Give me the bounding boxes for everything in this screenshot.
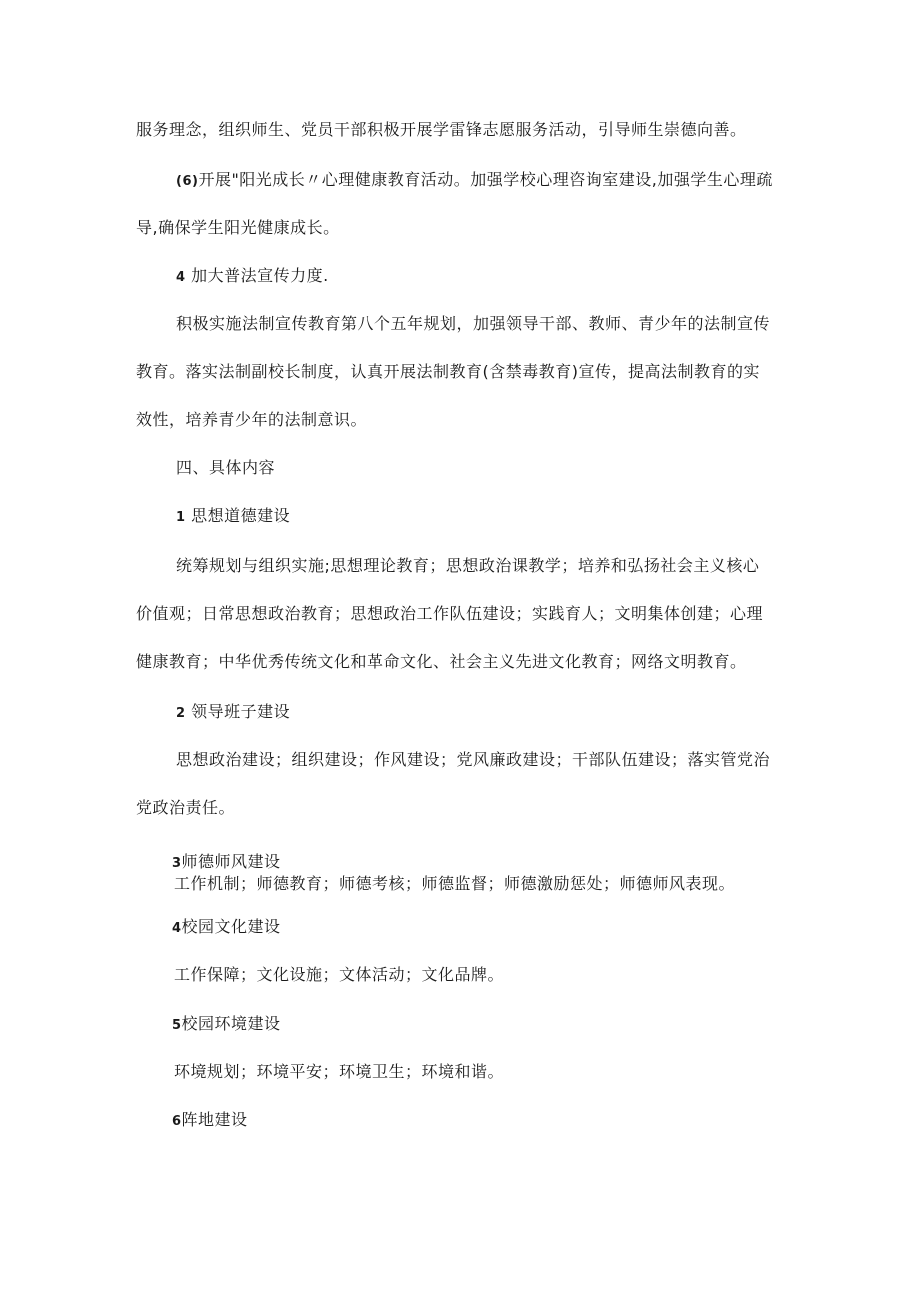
text-line [136, 120, 747, 140]
item-number: 3 [172, 856, 182, 871]
line-text: 积极实施法制宣传教育第八个五年规划，加强领导干部、教师、青少年的法制宣传 [176, 314, 771, 333]
text-line [174, 1062, 504, 1082]
text-line [136, 218, 340, 238]
line-text: 领导班子建设 [191, 702, 291, 721]
item-number: (6) [176, 174, 199, 189]
line-text: 导,确保学生阳光健康成长。 [136, 218, 340, 237]
line-text: 思想政治建设；组织建设；作风建设；党风廉政建设；干部队伍建设；落实管党治 [176, 750, 771, 769]
subsection-heading [176, 506, 290, 528]
line-text: 四、具体内容 [176, 458, 276, 477]
item-number: 4 [172, 921, 182, 936]
text-line [136, 652, 747, 672]
line-text: 师德师风建设 [181, 852, 281, 871]
line-text: 工作保障；文化设施；文体活动；文化品牌。 [174, 965, 505, 984]
item-number: 4 [176, 270, 186, 285]
line-text: 校园环境建设 [181, 1014, 281, 1033]
item-number: 6 [172, 1114, 182, 1129]
line-text: 党政治责任。 [136, 798, 236, 817]
line-text: 工作机制；师德教育；师德考核；师德监督；师德激励惩处；师德师风表现。 [174, 874, 736, 893]
text-line [176, 750, 770, 770]
text-line [176, 170, 773, 192]
text-line [136, 362, 760, 382]
section-heading [176, 458, 275, 478]
line-text: 健康教育；中华优秀传统文化和革命文化、社会主义先进文化教育；网络文明教育。 [136, 652, 747, 671]
line-text: 环境规划；环境平安；环境卫生；环境和谐。 [174, 1062, 505, 1081]
line-text: 校园文化建设 [181, 917, 281, 936]
text-line [136, 798, 235, 818]
line-text: 阵地建设 [181, 1110, 248, 1129]
text-line [176, 556, 759, 576]
section-heading [176, 266, 329, 288]
subsection-heading [172, 1110, 248, 1132]
item-number: 5 [172, 1018, 182, 1033]
line-text: 教育。落实法制副校长制度，认真开展法制教育(含禁毒教育)宣传，提高法制教育的实 [136, 362, 760, 381]
subsection-heading [172, 917, 281, 939]
line-text: 价值观；日常思想政治教育；思想政治工作队伍建设；实践育人；文明集体创建；心理 [136, 604, 764, 623]
line-text: 统筹规划与组织实施;思想理论教育；思想政治课教学；培养和弘扬社会主义核心 [176, 556, 760, 575]
item-number: 1 [176, 510, 186, 525]
line-text: 服务理念，组织师生、党员干部积极开展学雷锋志愿服务活动，引导师生崇德向善。 [136, 120, 747, 139]
line-text: 效性，培养青少年的法制意识。 [136, 410, 368, 429]
subsection-heading [172, 852, 281, 874]
item-number: 2 [176, 706, 186, 721]
text-line [174, 874, 735, 894]
text-line [174, 965, 504, 985]
text-line [136, 604, 763, 624]
subsection-heading [172, 1014, 281, 1036]
line-text: 思想道德建设 [191, 506, 291, 525]
text-line [136, 410, 367, 430]
text-line [176, 314, 770, 334]
line-text: 开展"阳光成长〃心理健康教育活动。加强学校心理咨询室建设,加强学生心理疏 [198, 170, 773, 189]
line-text: 加大普法宣传力度. [191, 266, 329, 285]
subsection-heading [176, 702, 290, 724]
